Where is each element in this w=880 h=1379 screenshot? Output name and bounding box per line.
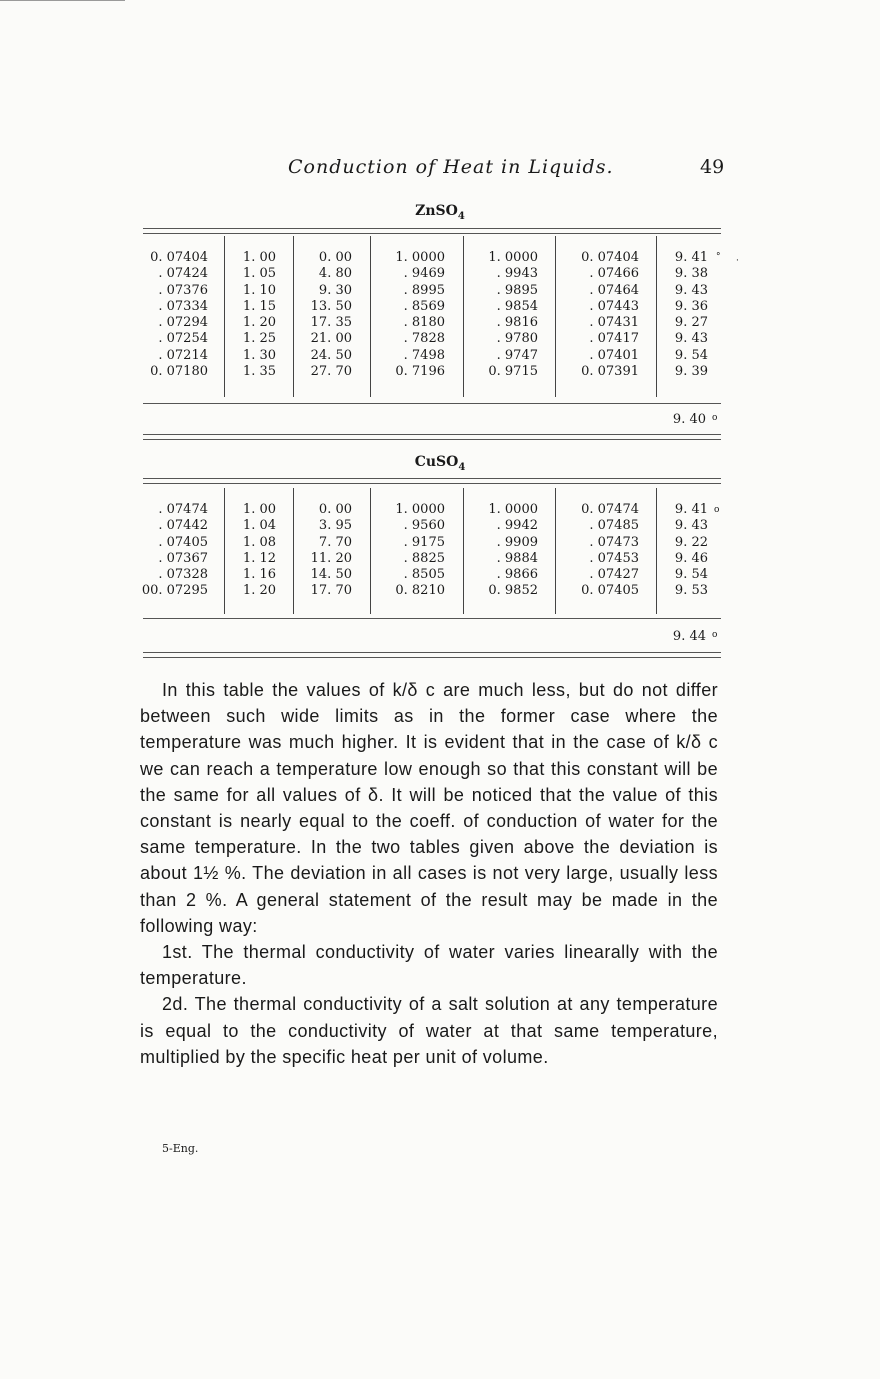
table-cell: . 07466	[589, 266, 639, 282]
page-number: 49	[700, 156, 725, 178]
znso4-average: 9. 40	[672, 412, 706, 427]
table-column	[466, 250, 538, 380]
cuso4-table-title: CuSO$_4$	[414, 454, 466, 473]
table-cell: . 07453	[589, 550, 639, 566]
table-column	[373, 250, 445, 380]
table-cell: . 7828	[403, 331, 445, 347]
stray-dot: ·	[736, 256, 739, 266]
table-cell: . 07485	[589, 518, 639, 534]
table-cell: . 8505	[403, 567, 445, 583]
znso4-average-mark: o	[712, 413, 718, 423]
table-column	[567, 502, 639, 600]
table-column	[204, 250, 276, 380]
table-column	[636, 502, 708, 600]
cuso4-average-mark: o	[712, 630, 718, 640]
table-cell: . 07473	[589, 534, 639, 550]
table-cell: 00. 07295	[141, 583, 208, 599]
column-divider	[463, 236, 464, 397]
table-cell: 17. 70	[310, 583, 352, 599]
table-cell: 1. 04	[242, 518, 276, 534]
table-cell: 4. 80	[318, 266, 352, 282]
table-cell: . 07294	[158, 315, 208, 331]
table-cell: . 07376	[158, 282, 208, 298]
table-cell: 9. 22	[674, 534, 708, 550]
table-column	[373, 502, 445, 600]
table-cell: . 9780	[496, 331, 538, 347]
table-cell: 9. 43	[674, 282, 708, 298]
table-cell: . 07405	[158, 534, 208, 550]
cuso4-row-mark: o	[714, 505, 720, 515]
table-cell: . 07214	[158, 347, 208, 363]
table-cell: 1. 25	[242, 331, 276, 347]
cuso4-top-rule	[143, 478, 721, 484]
table-cell: . 8995	[403, 282, 445, 298]
table-cell: . 9909	[496, 534, 538, 550]
table-cell: 1. 0000	[488, 250, 538, 265]
table-cell: . 7498	[403, 347, 445, 363]
table-cell: . 9560	[403, 518, 445, 534]
column-divider	[293, 488, 294, 614]
table-cell: 0. 8210	[395, 583, 445, 599]
table-cell: . 9175	[403, 534, 445, 550]
table-cell: 1. 08	[242, 534, 276, 550]
table-cell: 1. 0000	[395, 502, 445, 517]
table-cell: 1. 0000	[395, 250, 445, 265]
table-cell: . 07474	[158, 502, 208, 517]
table-cell: 9. 38	[674, 266, 708, 282]
znso4-row-mark: °	[716, 252, 721, 262]
znso4-bottom-rule	[143, 403, 721, 404]
table-cell: 0. 00	[318, 250, 352, 265]
paragraph: 1st. The thermal conductivity of water varies linearally with the temperature.	[140, 942, 718, 989]
paragraph: In this table the values of k/δ c are much less, but do not differ between such wide limits as in the former case where the temperature was much higher. It is evident that in the case of k/δ c we can reach a temperature low enough so that this constant will be the same for all values of δ. It will be noticed that the value of this constant is nearly equal to the coeff. of conduction of water for the same temperature. In the two tables given above the deviation is about 1½ %. The deviation in all cases is not very large, usually less than 2 %. A general statement of the result may be made in the following way:	[140, 680, 718, 936]
table-column	[136, 250, 208, 380]
table-column	[636, 250, 708, 380]
table-cell: . 8180	[403, 315, 445, 331]
table-cell: 24. 50	[310, 347, 352, 363]
table-cell: 0. 07405	[581, 583, 639, 599]
table-cell: . 9816	[496, 315, 538, 331]
znso4-top-rule	[143, 228, 721, 234]
znso4-table-title: ZnSO$_4$	[415, 203, 465, 222]
table-cell: 9. 27	[674, 315, 708, 331]
table-column	[567, 250, 639, 380]
table-column	[280, 250, 352, 380]
table-cell: 9. 41	[674, 502, 708, 517]
table-cell: 0. 07474	[581, 502, 639, 517]
table-cell: 0. 9852	[488, 583, 538, 599]
table-cell: 13. 50	[310, 298, 352, 314]
table-cell: . 07427	[589, 567, 639, 583]
table-cell: 1. 10	[242, 282, 276, 298]
table-cell: . 9943	[496, 266, 538, 282]
table-cell: . 9895	[496, 282, 538, 298]
table-cell: 1. 35	[242, 364, 276, 380]
table-column	[466, 502, 538, 600]
table-cell: 3. 95	[318, 518, 352, 534]
table-cell: 1. 20	[242, 583, 276, 599]
column-divider	[224, 236, 225, 397]
table-cell: . 07442	[158, 518, 208, 534]
table-cell: 9. 53	[674, 583, 708, 599]
cuso4-average: 9. 44	[672, 629, 706, 644]
table-cell: 1. 05	[242, 266, 276, 282]
table-cell: 17. 35	[310, 315, 352, 331]
table-cell: 9. 43	[674, 518, 708, 534]
table-cell: . 07334	[158, 298, 208, 314]
table-cell: . 07367	[158, 550, 208, 566]
table-cell: 0. 07404	[150, 250, 208, 265]
table-cell: 9. 39	[674, 364, 708, 380]
table-column	[280, 502, 352, 600]
table-cell: . 07328	[158, 567, 208, 583]
table-column	[136, 502, 208, 600]
column-divider	[370, 488, 371, 614]
table-cell: . 07254	[158, 331, 208, 347]
table-cell: . 07431	[589, 315, 639, 331]
table-cell: 27. 70	[310, 364, 352, 380]
table-cell: 9. 30	[318, 282, 352, 298]
table-cell: . 9866	[496, 567, 538, 583]
table-cell: 1. 12	[242, 550, 276, 566]
table-cell: 9. 54	[674, 567, 708, 583]
table-cell: 1. 20	[242, 315, 276, 331]
column-divider	[463, 488, 464, 614]
table-cell: . 07417	[589, 331, 639, 347]
table-cell: . 9884	[496, 550, 538, 566]
table-cell: 1. 00	[242, 250, 276, 265]
cuso4-bottom-rule	[143, 618, 721, 619]
table-cell: 0. 07391	[581, 364, 639, 380]
column-divider	[656, 488, 657, 614]
footnote: 5-Eng.	[162, 1142, 199, 1155]
table-column	[204, 502, 276, 600]
running-title: Conduction of Heat in Liquids.	[288, 156, 614, 178]
table-cell: 14. 50	[310, 567, 352, 583]
body-text	[140, 677, 718, 1070]
table-cell: 1. 16	[242, 567, 276, 583]
table-cell: . 07443	[589, 298, 639, 314]
table-cell: 1. 0000	[488, 502, 538, 517]
table-cell: 9. 43	[674, 331, 708, 347]
table-cell: . 9854	[496, 298, 538, 314]
column-divider	[224, 488, 225, 614]
column-divider	[293, 236, 294, 397]
column-divider	[555, 488, 556, 614]
top-rule	[0, 0, 125, 1]
table-cell: . 9747	[496, 347, 538, 363]
table-cell: 21. 00	[310, 331, 352, 347]
cuso4-end-rule	[143, 652, 721, 658]
column-divider	[555, 236, 556, 397]
column-divider	[656, 236, 657, 397]
table-cell: 0. 7196	[395, 364, 445, 380]
table-cell: 11. 20	[310, 550, 352, 566]
table-cell: . 07401	[589, 347, 639, 363]
table-cell: 9. 54	[674, 347, 708, 363]
table-cell: 9. 46	[674, 550, 708, 566]
column-divider	[370, 236, 371, 397]
table-cell: . 07424	[158, 266, 208, 282]
table-cell: . 07464	[589, 282, 639, 298]
table-cell: 1. 30	[242, 347, 276, 363]
table-cell: . 8569	[403, 298, 445, 314]
table-cell: 0. 07404	[581, 250, 639, 265]
table-cell: 9. 36	[674, 298, 708, 314]
table-cell: 0. 9715	[488, 364, 538, 380]
table-cell: 0. 00	[318, 502, 352, 517]
table-cell: 7. 70	[318, 534, 352, 550]
paragraph: 2d. The thermal conductivity of a salt solution at any temperature is equal to the conductivity of water at that same temperature, multiplied by the specific heat per unit of volume.	[140, 994, 718, 1067]
znso4-end-rule	[143, 434, 721, 440]
table-cell: 0. 07180	[150, 364, 208, 380]
table-cell: . 9942	[496, 518, 538, 534]
table-cell: . 8825	[403, 550, 445, 566]
table-cell: 1. 00	[242, 502, 276, 517]
table-cell: 1. 15	[242, 298, 276, 314]
table-cell: 9. 41	[674, 250, 708, 265]
table-cell: . 9469	[403, 266, 445, 282]
